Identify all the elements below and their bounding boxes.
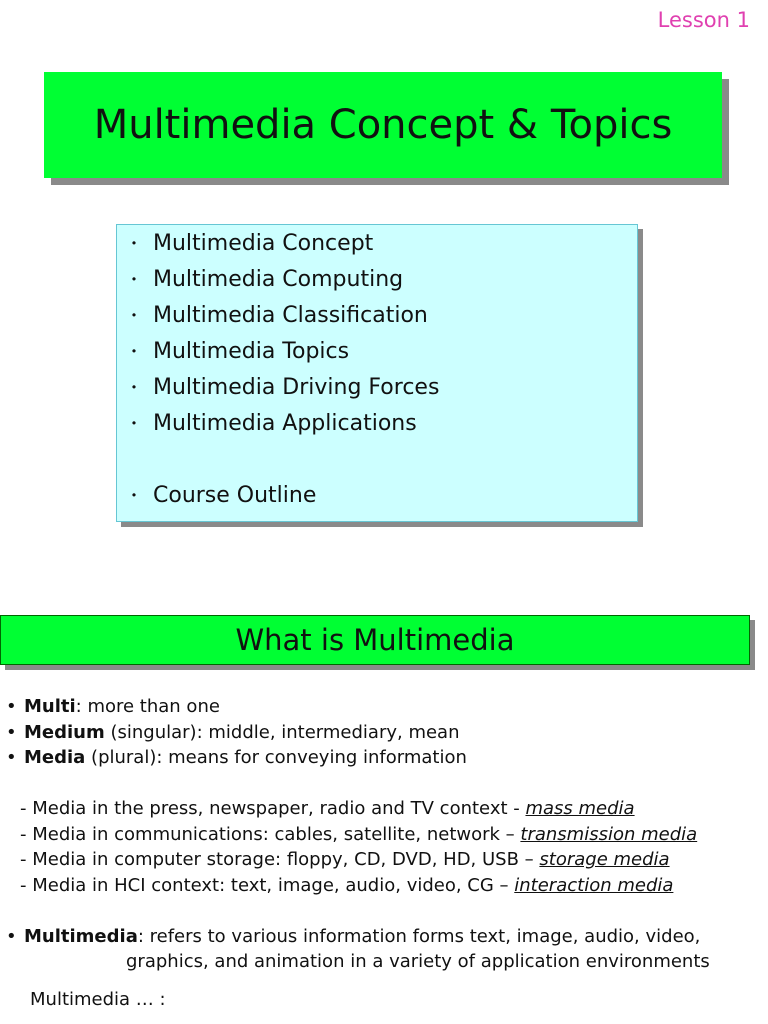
topic-label: Multimedia Driving Forces [153, 375, 440, 400]
bullet-icon: • [6, 925, 17, 947]
topic-item [125, 406, 439, 442]
bullet-icon: ・ [125, 234, 143, 255]
topics-list [125, 226, 439, 514]
definition-line [0, 720, 768, 746]
media-context-text: - Media in computer storage: floppy, CD, DVD, HD, USB – [20, 849, 540, 870]
definition-text: : more than one [75, 696, 220, 717]
lesson-label: Lesson 1 [657, 8, 750, 32]
spacer [0, 771, 768, 797]
definition-text: (singular): middle, intermediary, mean [104, 721, 460, 743]
bullet-icon: ・ [125, 378, 143, 399]
topic-label: Course Outline [153, 483, 317, 508]
media-context-text: - Media in the press, newspaper, radio and TV context - [20, 798, 526, 819]
bullet-icon: ・ [125, 414, 143, 435]
bullet-icon: • [6, 747, 17, 768]
bullet-icon: ・ [125, 306, 143, 327]
page-title: Multimedia Concept & Topics [93, 102, 673, 148]
multimedia-definition-continuation: graphics, and animation in a variety of application environments [126, 951, 710, 972]
definition-line [0, 694, 768, 720]
media-context-line [0, 847, 768, 873]
definition-term: Multi [24, 696, 76, 717]
definition-term: Multimedia [24, 925, 138, 947]
bullet-icon: ・ [125, 342, 143, 363]
definition-term: Media [24, 747, 86, 768]
topic-item [125, 262, 439, 298]
topics-box [116, 224, 638, 522]
media-context-line [0, 873, 768, 899]
bullet-icon: • [6, 721, 17, 743]
media-context-text: - Media in communications: cables, satellite, network – [20, 823, 521, 845]
media-context-line [0, 796, 768, 822]
bullet-icon: ・ [125, 486, 143, 507]
media-context-term: transmission media [520, 823, 698, 845]
definition-text: : refers to various information forms text, image, audio, video, [137, 925, 701, 947]
definition-term: Medium [24, 721, 105, 743]
topic-item [125, 334, 439, 370]
topic-label: Multimedia Applications [153, 411, 417, 436]
topic-label: Multimedia Topics [153, 339, 350, 364]
topic-item [125, 226, 439, 262]
title-banner [44, 72, 722, 178]
definition-line [0, 745, 768, 771]
bullet-icon: • [6, 696, 17, 717]
topic-item [125, 298, 439, 334]
footer-text: Multimedia … : [30, 988, 166, 1010]
spacer [0, 898, 768, 924]
section-header [0, 615, 750, 665]
media-context-text: - Media in HCI context: text, image, audio, video, CG – [20, 874, 515, 896]
topic-item [125, 370, 439, 406]
multimedia-definition-line [0, 924, 768, 950]
bullet-icon: ・ [125, 270, 143, 291]
topic-label: Multimedia Concept [153, 231, 374, 256]
media-context-line [0, 822, 768, 848]
media-context-term: mass media [525, 798, 635, 819]
topic-item [125, 478, 439, 514]
topic-label: Multimedia Computing [153, 267, 404, 292]
media-context-term: interaction media [514, 874, 674, 896]
section-title: What is Multimedia [235, 623, 515, 657]
content-body [0, 694, 768, 1012]
definition-text: (plural): means for conveying information [85, 747, 467, 768]
media-context-term: storage media [539, 849, 670, 870]
topic-label: Multimedia Classification [153, 303, 428, 328]
